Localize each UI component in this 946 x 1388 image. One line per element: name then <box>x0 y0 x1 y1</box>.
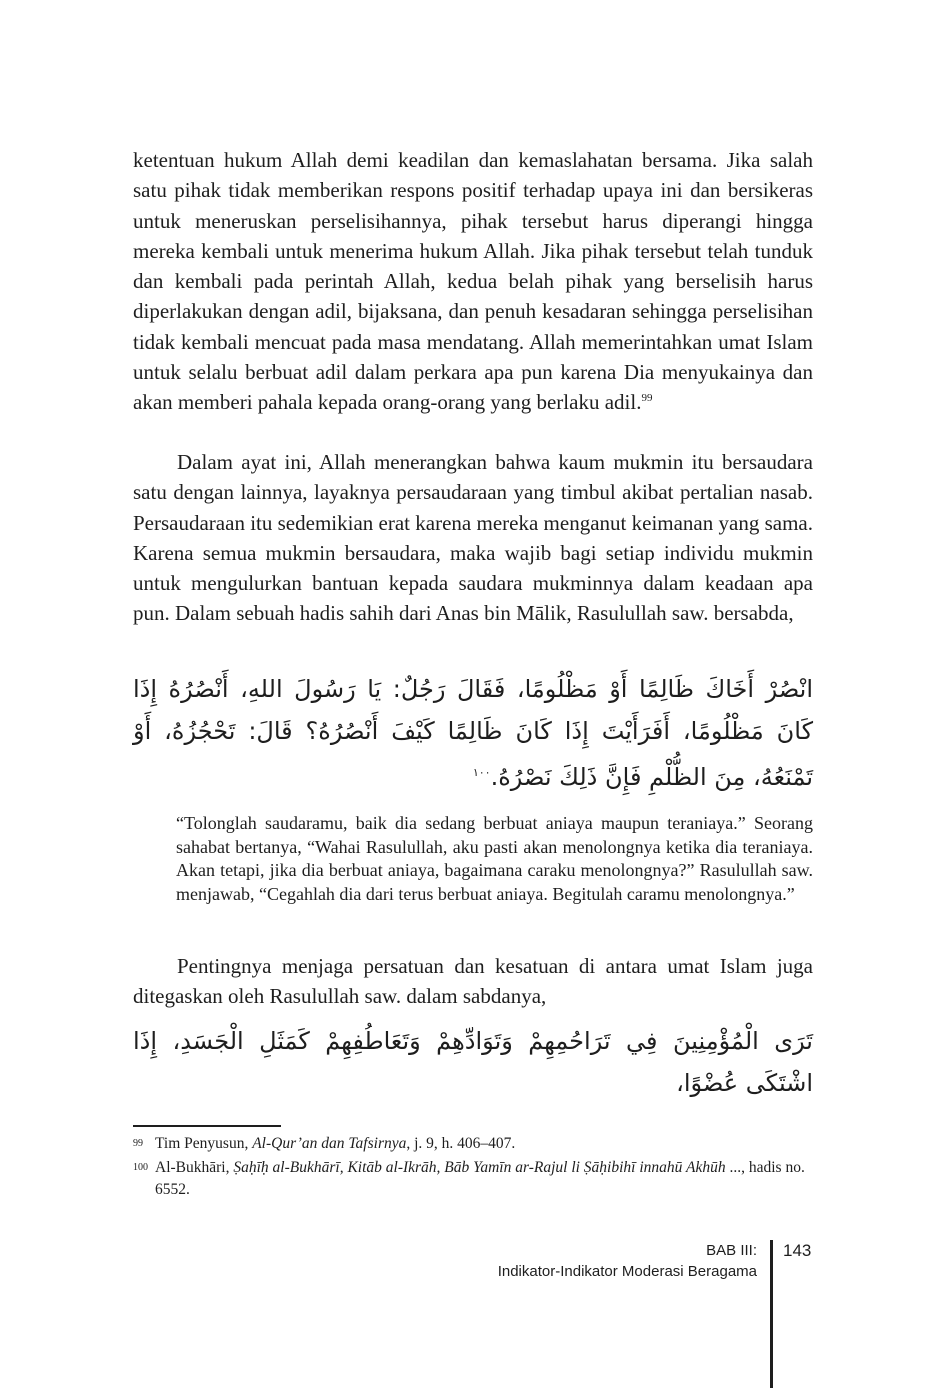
footnote-99-number: 99 <box>133 1138 143 1149</box>
footer-divider <box>770 1240 773 1388</box>
body-paragraph-1 <box>133 145 813 418</box>
body-paragraph-3: Pentingnya menjaga persatuan dan kesatuan di antara umat Islam juga ditegaskan oleh Rasulullah saw. dalam sabdanya, <box>133 954 813 1009</box>
footnote-divider <box>133 1125 281 1127</box>
footnote-100 <box>133 1157 813 1201</box>
footnote-99-pre: Tim Penyusun, <box>155 1135 253 1152</box>
hadith-1-arabic <box>133 668 813 798</box>
footnote-100-number: 100 <box>133 1162 148 1173</box>
hadith-2-arabic: تَرَى الْمُؤْمِنِينَ فِي تَرَاحُمِهِمْ وَتَوَادِّهِمْ وَتَعَاطُفِهِمْ كَمَثَلِ الْجَسَدِ، إِذَا اشْتَكَى عُضْوًا، <box>133 1027 813 1097</box>
footnote-100-pre: Al-Bukhāri, <box>155 1159 234 1176</box>
chapter-label: BAB III: <box>706 1242 757 1259</box>
footnote-99-post: , j. 9, h. 406–407. <box>406 1135 516 1152</box>
running-footer <box>498 1240 757 1282</box>
footnote-99 <box>133 1133 813 1155</box>
footnote-99-body <box>155 1133 811 1155</box>
page-number: 143 <box>783 1241 812 1260</box>
hadith-1-translation: “Tolonglah saudaramu, baik dia sedang berbuat aniaya maupun teraniaya.” Seorang sahabat bertanya, “Wahai Rasulullah, aku pasti akan menolongnya ketika dia teraniaya. Akan tetapi, jika dia berbuat aniaya, bagaimana caraku menolongnya?” Rasulullah saw. menjawab, “Cegahlah dia dari terus berbuat aniaya. Begitulah caramu menolongnya.” <box>176 813 813 904</box>
hadith-1-arabic-text: انْصُرْ أَخَاكَ ظَالِمًا أَوْ مَظْلُومًا، فَقَالَ رَجُلٌ: يَا رَسُولَ اللهِ، أَنْصُرُهُ إِذَا كَانَ مَظْلُومًا، أَفَرَأَيْتَ إِذَا كَانَ ظَالِمًا كَيْفَ أَنْصُرُهُ؟ قَالَ: تَحْجُزُهُ، أَوْ تَمْنَعُهُ، مِنَ الظُّلْمِ فَإِنَّ ذَلِكَ نَصْرُهُ. <box>133 675 813 791</box>
footnote-100-body <box>155 1157 811 1201</box>
body-paragraph-2: Dalam ayat ini, Allah menerangkan bahwa kaum mukmin itu bersaudara satu dengan lainnya, layaknya persaudaraan yang timbul akibat pertalian nasab. Persaudaraan itu sedemikian erat karena mereka menganut keimanan yang sama. Karena semua mukmin bersaudara, maka wajib bagi setiap individu mukmin untuk mengulurkan bantuan kepada saudara mukminnya dalam keadaan apa pun. Dalam sebuah hadis sahih dari Anas bin Mālik, Rasulullah saw. bersabda, <box>133 450 813 626</box>
footnote-100-title: Ṣaḥīḥ al-Bukhārī, Kitāb al-Ikrāh, Bāb Yamīn ar-Rajul li Ṣāḥibihī innahū Akhūh <box>233 1159 726 1176</box>
chapter-title: Indikator-Indikator Moderasi Beragama <box>497 1263 757 1280</box>
footnote-100-post: ..., hadis no. 6552. <box>155 1159 805 1198</box>
hadith-1-ref[interactable]: ١٠٠ <box>472 766 491 779</box>
footnote-99-title: Al-Qur’an dan Tafsirnya <box>252 1135 407 1152</box>
paragraph-1-text: ketentuan hukum Allah demi keadilan dan kemaslahatan bersama. Jika salah satu pihak tidak memberikan respons positif terhadap upaya ini dan bersikeras untuk meneruskan perselisihannya, pihak tersebut harus diperangi hingga mereka kembali untuk menerima hukum Allah. Jika pihak tersebut telah tunduk dan kembali pada perintah Allah, kedua belah pihak yang berselisih harus diperlakukan dengan adil, bijaksana, dan penuh kesadaran sehingga perselisihan tidak kembali mencuat pada masa mendatang. Allah memerintahkan umat Islam untuk selalu berbuat adil dalam perkara apa pun karena Dia menyukainya dan akan memberi pahala kepada orang-orang yang berlaku adil. <box>133 148 813 415</box>
footnote-ref-99[interactable]: 99 <box>641 392 653 405</box>
